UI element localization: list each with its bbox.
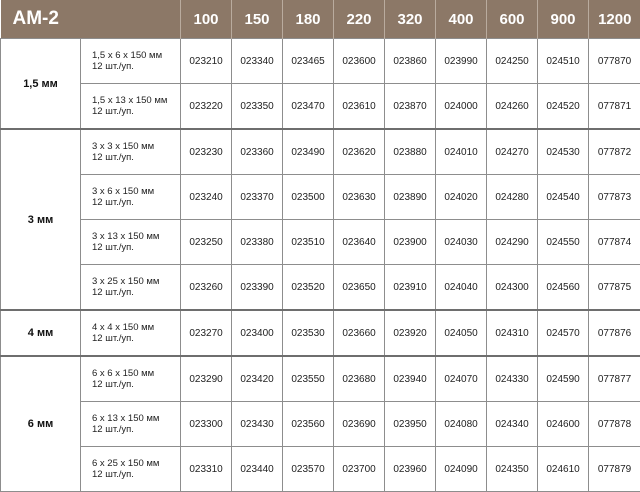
article-code-cell: 077874 (589, 220, 640, 265)
article-code-cell: 023250 (181, 220, 232, 265)
article-code-cell: 023660 (334, 310, 385, 356)
article-code-cell: 024030 (436, 220, 487, 265)
article-code-cell: 023470 (283, 84, 334, 130)
article-code-cell: 023270 (181, 310, 232, 356)
pack-quantity: 12 шт./уп. (92, 61, 180, 72)
article-code-cell: 023630 (334, 175, 385, 220)
column-header: 1200 (589, 0, 640, 39)
product-size: 3 х 13 х 150 мм (92, 231, 180, 242)
pack-quantity: 12 шт./уп. (92, 424, 180, 435)
article-code-cell: 024570 (538, 310, 589, 356)
thickness-group-label: 6 мм (1, 356, 81, 492)
table-row (1, 84, 640, 130)
article-code-cell: 023465 (283, 39, 334, 84)
header-row (1, 0, 640, 39)
article-code-cell: 023240 (181, 175, 232, 220)
article-code-cell: 023340 (232, 39, 283, 84)
pack-quantity: 12 шт./уп. (92, 469, 180, 480)
article-code-cell: 024010 (436, 129, 487, 175)
article-code-cell: 023310 (181, 447, 232, 492)
table-row (1, 220, 640, 265)
table-row (1, 265, 640, 311)
table-title: АМ-2 (1, 0, 181, 39)
product-description (81, 356, 181, 402)
article-code-cell: 077878 (589, 402, 640, 447)
pack-quantity: 12 шт./уп. (92, 242, 180, 253)
article-code-cell: 023380 (232, 220, 283, 265)
article-code-cell: 023230 (181, 129, 232, 175)
product-size: 3 х 6 х 150 мм (92, 186, 180, 197)
article-code-cell: 023550 (283, 356, 334, 402)
article-code-cell: 023640 (334, 220, 385, 265)
column-header: 220 (334, 0, 385, 39)
article-code-cell: 024330 (487, 356, 538, 402)
product-description (81, 402, 181, 447)
article-code-cell: 077879 (589, 447, 640, 492)
pack-quantity: 12 шт./уп. (92, 152, 180, 163)
article-code-cell: 024300 (487, 265, 538, 311)
article-code-cell: 024290 (487, 220, 538, 265)
article-code-cell: 023390 (232, 265, 283, 311)
column-header: 600 (487, 0, 538, 39)
column-header: 400 (436, 0, 487, 39)
article-code-cell: 023920 (385, 310, 436, 356)
article-code-cell: 024310 (487, 310, 538, 356)
table-row (1, 402, 640, 447)
article-code-cell: 077876 (589, 310, 640, 356)
article-code-cell: 023680 (334, 356, 385, 402)
article-code-cell: 023430 (232, 402, 283, 447)
article-code-cell: 077871 (589, 84, 640, 130)
article-code-cell: 023440 (232, 447, 283, 492)
table-row (1, 175, 640, 220)
column-header: 900 (538, 0, 589, 39)
column-header: 150 (232, 0, 283, 39)
product-description (81, 220, 181, 265)
article-code-cell: 077872 (589, 129, 640, 175)
article-code-cell: 024250 (487, 39, 538, 84)
article-code-cell: 024340 (487, 402, 538, 447)
column-header: 100 (181, 0, 232, 39)
article-code-cell: 023490 (283, 129, 334, 175)
article-code-cell: 023940 (385, 356, 436, 402)
article-code-cell: 024090 (436, 447, 487, 492)
product-description (81, 265, 181, 311)
article-code-cell: 024540 (538, 175, 589, 220)
product-size: 6 х 6 х 150 мм (92, 368, 180, 379)
article-code-cell: 023600 (334, 39, 385, 84)
product-description (81, 175, 181, 220)
product-size: 6 х 25 х 150 мм (92, 458, 180, 469)
article-code-cell: 023650 (334, 265, 385, 311)
table-row (1, 356, 640, 402)
article-code-cell: 023870 (385, 84, 436, 130)
article-code-cell: 024590 (538, 356, 589, 402)
article-code-cell: 023260 (181, 265, 232, 311)
article-code-cell: 023400 (232, 310, 283, 356)
article-code-cell: 024520 (538, 84, 589, 130)
article-code-cell: 024280 (487, 175, 538, 220)
article-code-cell: 024530 (538, 129, 589, 175)
article-code-cell: 023220 (181, 84, 232, 130)
article-code-cell: 024050 (436, 310, 487, 356)
article-code-cell: 023570 (283, 447, 334, 492)
article-code-cell: 024000 (436, 84, 487, 130)
article-code-cell: 024550 (538, 220, 589, 265)
article-code-cell: 023960 (385, 447, 436, 492)
pack-quantity: 12 шт./уп. (92, 379, 180, 390)
table-row (1, 39, 640, 84)
product-size: 6 х 13 х 150 мм (92, 413, 180, 424)
article-code-cell: 023370 (232, 175, 283, 220)
table-row (1, 310, 640, 356)
article-code-cell: 023350 (232, 84, 283, 130)
article-code-cell: 024510 (538, 39, 589, 84)
article-code-cell: 023880 (385, 129, 436, 175)
pack-quantity: 12 шт./уп. (92, 197, 180, 208)
article-code-cell: 023360 (232, 129, 283, 175)
article-code-cell: 024270 (487, 129, 538, 175)
article-code-cell: 024560 (538, 265, 589, 311)
product-description (81, 129, 181, 175)
article-code-cell: 023500 (283, 175, 334, 220)
article-code-cell: 023530 (283, 310, 334, 356)
article-code-cell: 024610 (538, 447, 589, 492)
article-code-cell: 077870 (589, 39, 640, 84)
article-code-cell: 024040 (436, 265, 487, 311)
article-code-cell: 023620 (334, 129, 385, 175)
column-header: 320 (385, 0, 436, 39)
product-size: 1,5 х 13 х 150 мм (92, 95, 180, 106)
product-description (81, 39, 181, 84)
pack-quantity: 12 шт./уп. (92, 287, 180, 298)
article-code-cell: 024600 (538, 402, 589, 447)
article-code-cell: 023890 (385, 175, 436, 220)
product-size: 4 х 4 х 150 мм (92, 322, 180, 333)
product-size: 3 х 3 х 150 мм (92, 141, 180, 152)
table-row (1, 129, 640, 175)
product-description (81, 310, 181, 356)
thickness-group-label: 1,5 мм (1, 39, 81, 130)
pack-quantity: 12 шт./уп. (92, 106, 180, 117)
article-code-cell: 023690 (334, 402, 385, 447)
pack-quantity: 12 шт./уп. (92, 333, 180, 344)
article-code-cell: 023420 (232, 356, 283, 402)
product-size: 3 х 25 х 150 мм (92, 276, 180, 287)
article-code-cell: 023900 (385, 220, 436, 265)
article-code-cell: 023560 (283, 402, 334, 447)
article-code-cell: 023950 (385, 402, 436, 447)
article-code-cell: 023860 (385, 39, 436, 84)
article-code-cell: 024350 (487, 447, 538, 492)
article-code-cell: 024020 (436, 175, 487, 220)
article-code-cell: 077877 (589, 356, 640, 402)
column-header: 180 (283, 0, 334, 39)
article-code-cell: 023520 (283, 265, 334, 311)
product-size: 1,5 х 6 х 150 мм (92, 50, 180, 61)
article-code-cell: 023700 (334, 447, 385, 492)
article-code-cell: 023990 (436, 39, 487, 84)
article-code-cell: 024080 (436, 402, 487, 447)
article-code-cell: 024260 (487, 84, 538, 130)
article-code-cell: 023510 (283, 220, 334, 265)
article-code-cell: 077873 (589, 175, 640, 220)
article-code-cell: 024070 (436, 356, 487, 402)
article-code-cell: 077875 (589, 265, 640, 311)
thickness-group-label: 3 мм (1, 129, 81, 310)
article-code-cell: 023210 (181, 39, 232, 84)
article-code-cell: 023910 (385, 265, 436, 311)
thickness-group-label: 4 мм (1, 310, 81, 356)
article-code-cell: 023290 (181, 356, 232, 402)
product-description (81, 84, 181, 130)
article-code-cell: 023610 (334, 84, 385, 130)
article-code-cell: 023300 (181, 402, 232, 447)
